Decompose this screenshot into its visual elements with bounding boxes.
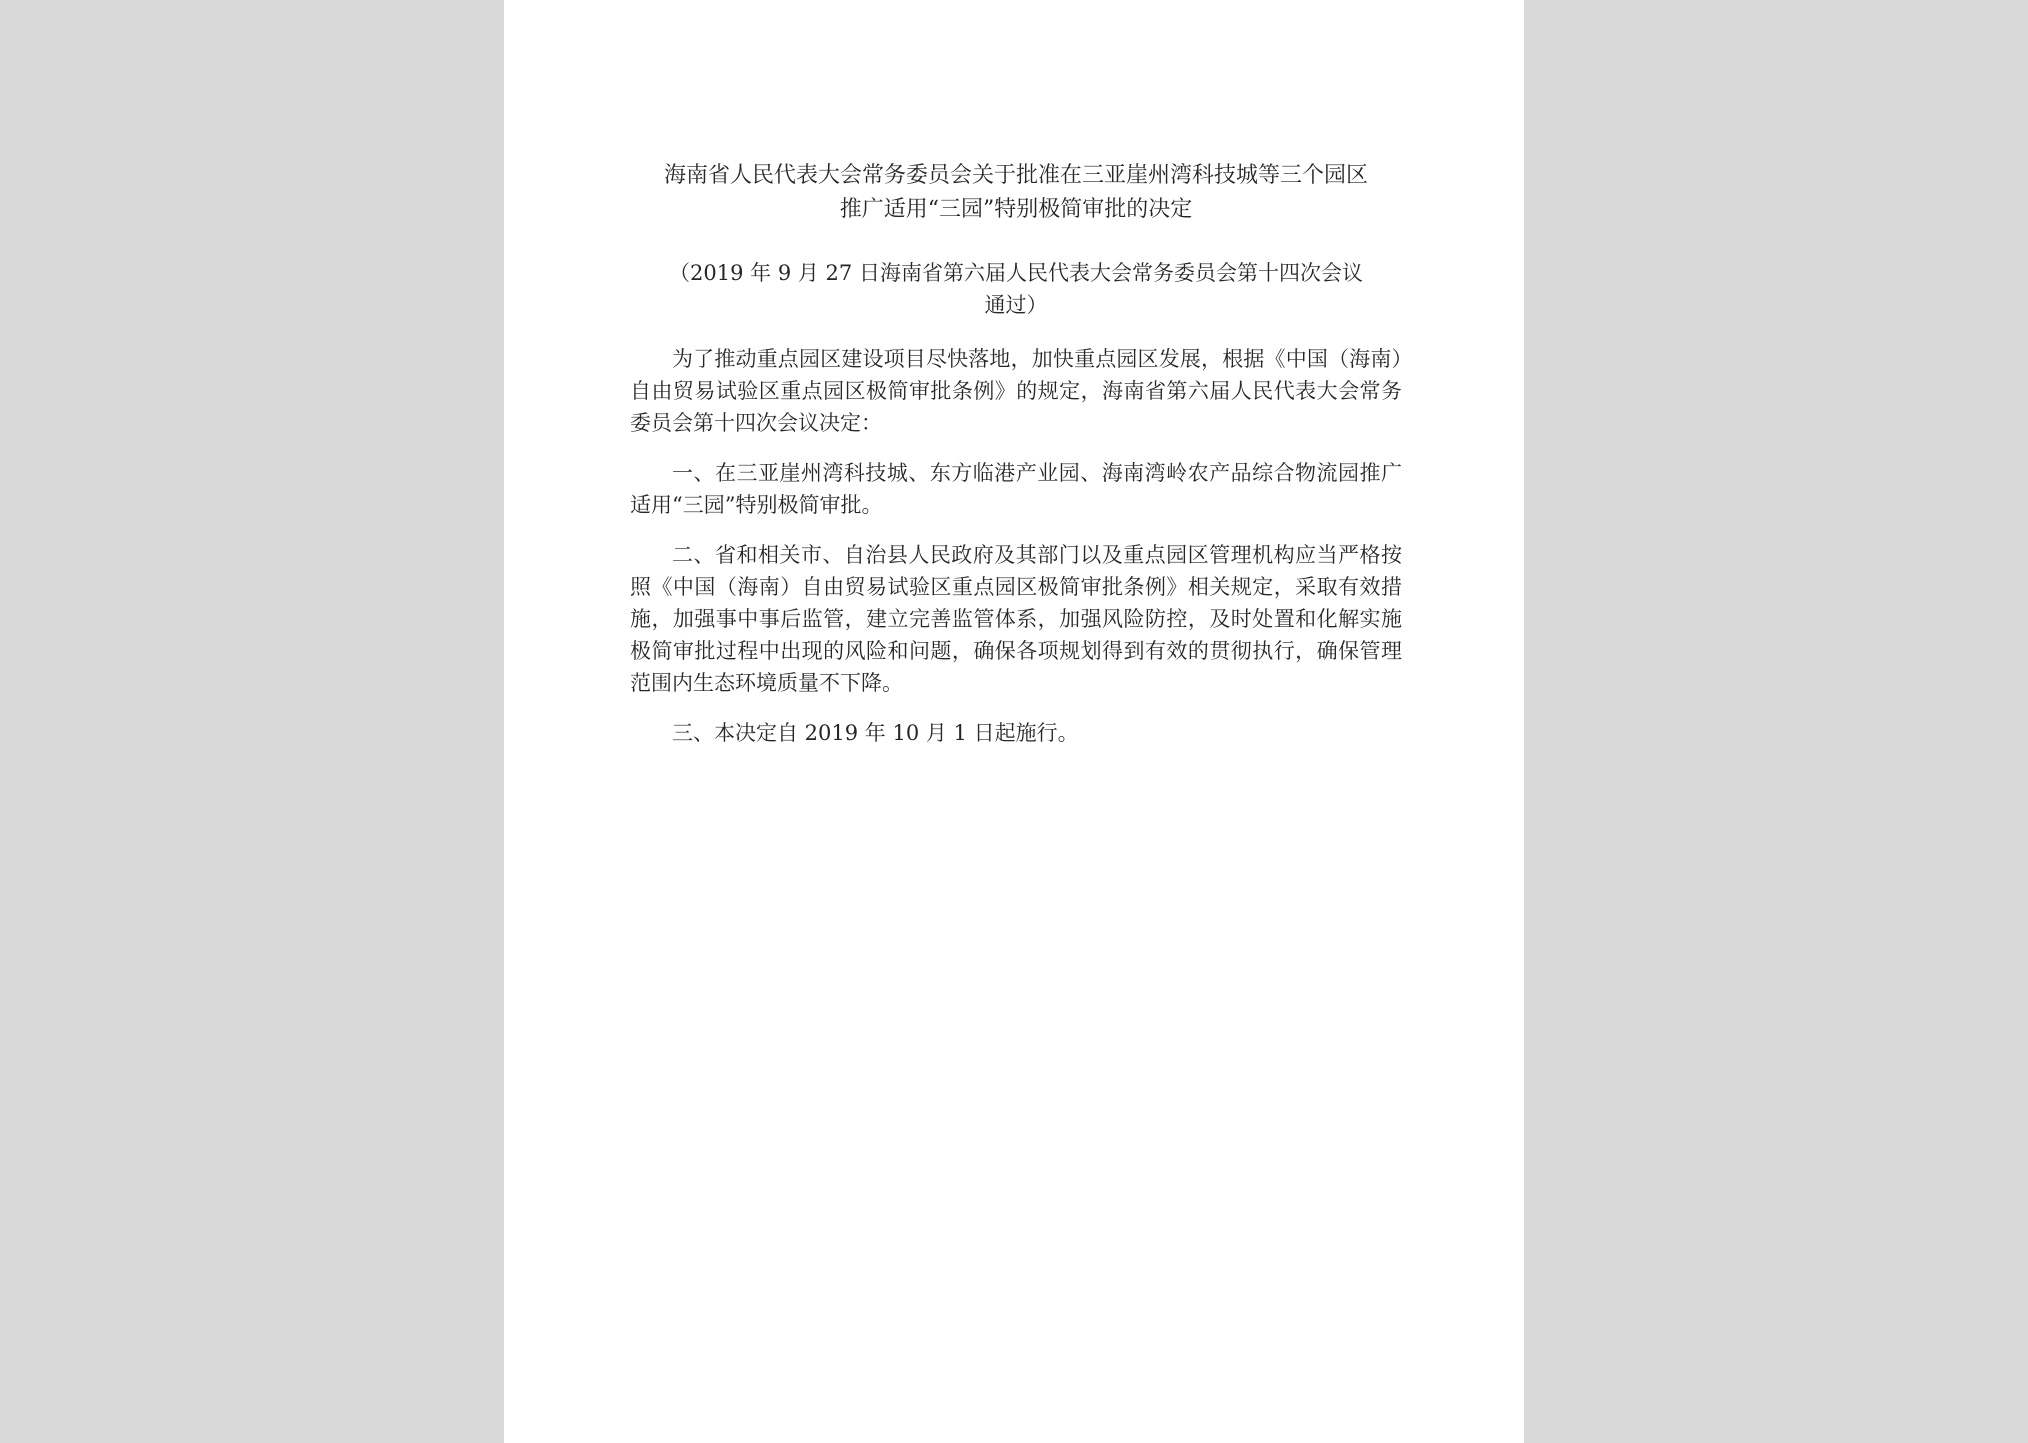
paragraph-item-3: 三、本决定自 2019 年 10 月 1 日起施行。: [672, 721, 1079, 745]
document-content: [630, 159, 1402, 749]
subtitle-line-1: （2019 年 9 月 27 日海南省第六届人民代表大会常务委员会第十四次会议: [669, 261, 1363, 285]
document-subtitle: [630, 257, 1402, 321]
paragraph-item-2: 二、省和相关市、自治县人民政府及其部门以及重点园区管理机构应当严格按照《中国（海南）自由贸易试验区重点园区极简审批条例》相关规定，采取有效措施，加强事中事后监管，建立完善监管体系，加强风险防控，及时处置和化解实施极简审批过程中出现的风险和问题，确保各项规划得到有效的贯彻执行，确保管理范围内生态环境质量不下降。: [630, 543, 1402, 695]
title-line-1: 海南省人民代表大会常务委员会关于批准在三亚崖州湾科技城等三个园区: [663, 163, 1368, 188]
paragraph-item-1: 一、在三亚崖州湾科技城、东方临港产业园、海南湾岭农产品综合物流园推广适用“三园”特别极简审批。: [630, 461, 1402, 517]
document-title: [630, 159, 1402, 227]
document-page: [504, 0, 1524, 1443]
title-line-2: 推广适用“三园”特别极简审批的决定: [839, 197, 1193, 222]
subtitle-line-2: 通过）: [984, 293, 1048, 317]
paragraph-intro: 为了推动重点园区建设项目尽快落地，加快重点园区发展，根据《中国（海南）自由贸易试验区重点园区极简审批条例》的规定，海南省第六届人民代表大会常务委员会第十四次会议决定：: [630, 347, 1402, 435]
